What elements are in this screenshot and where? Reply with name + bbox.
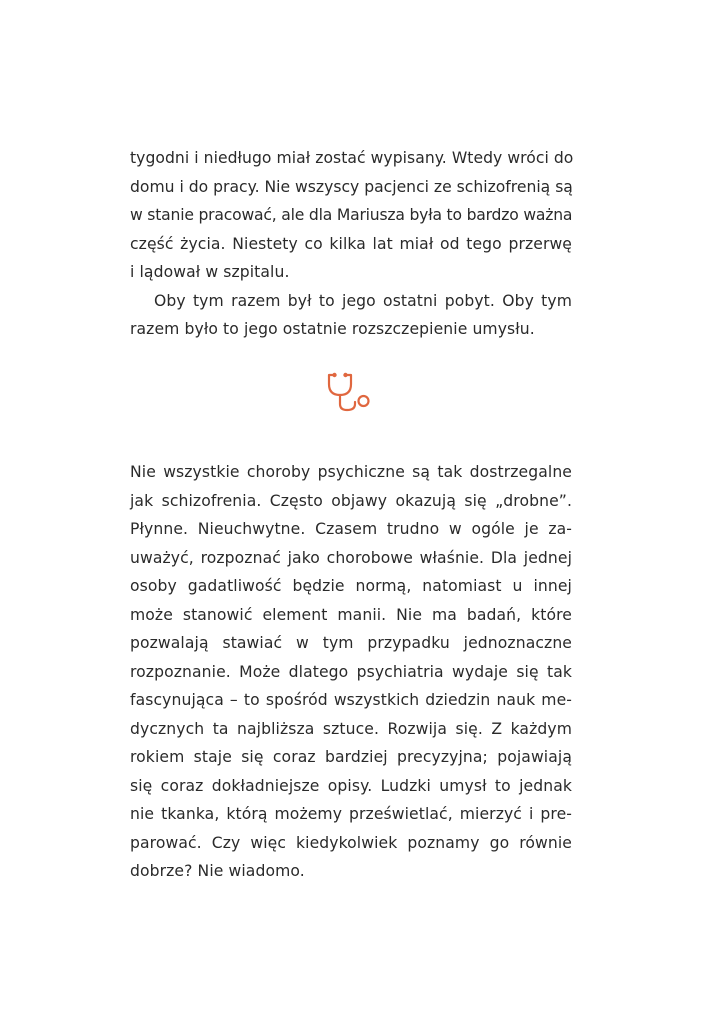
text-line: w stanie pracować, ale dla Mariusza była to bardzo ważna: [130, 206, 573, 224]
text-line: może stanowić element manii. Nie ma badań, które: [130, 605, 572, 624]
text-line: rokiem staje się coraz bardziej precyzyjna; pojawiają: [130, 748, 572, 766]
text-line: razem było to jego ostatnie rozszczepienie umysłu.: [130, 320, 535, 338]
text-line: rozpoznanie. Może dlatego psychiatria wydaje się tak: [130, 662, 572, 681]
text-line: parować. Czy więc kiedykolwiek poznamy go równie: [130, 833, 572, 852]
stethoscope-icon: [318, 364, 378, 430]
text-line: się coraz dokładniejsze opisy. Ludzki umysł to jednak: [130, 776, 572, 795]
text-line: część życia. Niestety co kilka lat miał od tego przerwę: [130, 234, 572, 253]
text-line: tygodni i niedługo miał zostać wypisany. Wtedy wróci do: [130, 149, 574, 167]
text-line: Nie wszystkie choroby psychiczne są tak dostrzegalne: [130, 463, 572, 481]
text-line: uważyć, rozpoznać jako chorobowe właśnie. Dla jednej: [130, 548, 572, 567]
text-line: domu i do pracy. Nie wszyscy pacjenci ze schizofrenią są: [130, 177, 573, 196]
text-block-bottom: [130, 458, 572, 886]
text-line: dycznych ta najbliższa sztuce. Rozwija się. Z każdym: [130, 719, 572, 738]
paragraph-1: [130, 144, 572, 287]
text-line: i lądował w szpitalu.: [130, 263, 290, 281]
text-line: Płynne. Nieuchwytne. Czasem trudno w ogóle je za-: [130, 520, 572, 538]
text-line: nie tkanka, którą możemy prześwietlać, mierzyć i pre-: [130, 805, 572, 823]
text-line: osoby gadatliwość będzie normą, natomiast u innej: [130, 577, 572, 595]
text-line: dobrze? Nie wiadomo.: [130, 862, 305, 880]
paragraph-3: [130, 458, 572, 886]
text-line: Oby tym razem był to jego ostatni pobyt. Oby tym: [154, 291, 572, 310]
section-divider: [318, 364, 378, 430]
text-block-top: [130, 144, 572, 344]
text-line: fascynująca – to spośród wszystkich dziedzin nauk me-: [130, 691, 572, 709]
text-line: pozwalają stawiać w tym przypadku jednoznaczne: [130, 634, 572, 652]
text-line: jak schizofrenia. Często objawy okazują się „drobne”.: [130, 491, 572, 510]
paragraph-2: [130, 287, 572, 344]
